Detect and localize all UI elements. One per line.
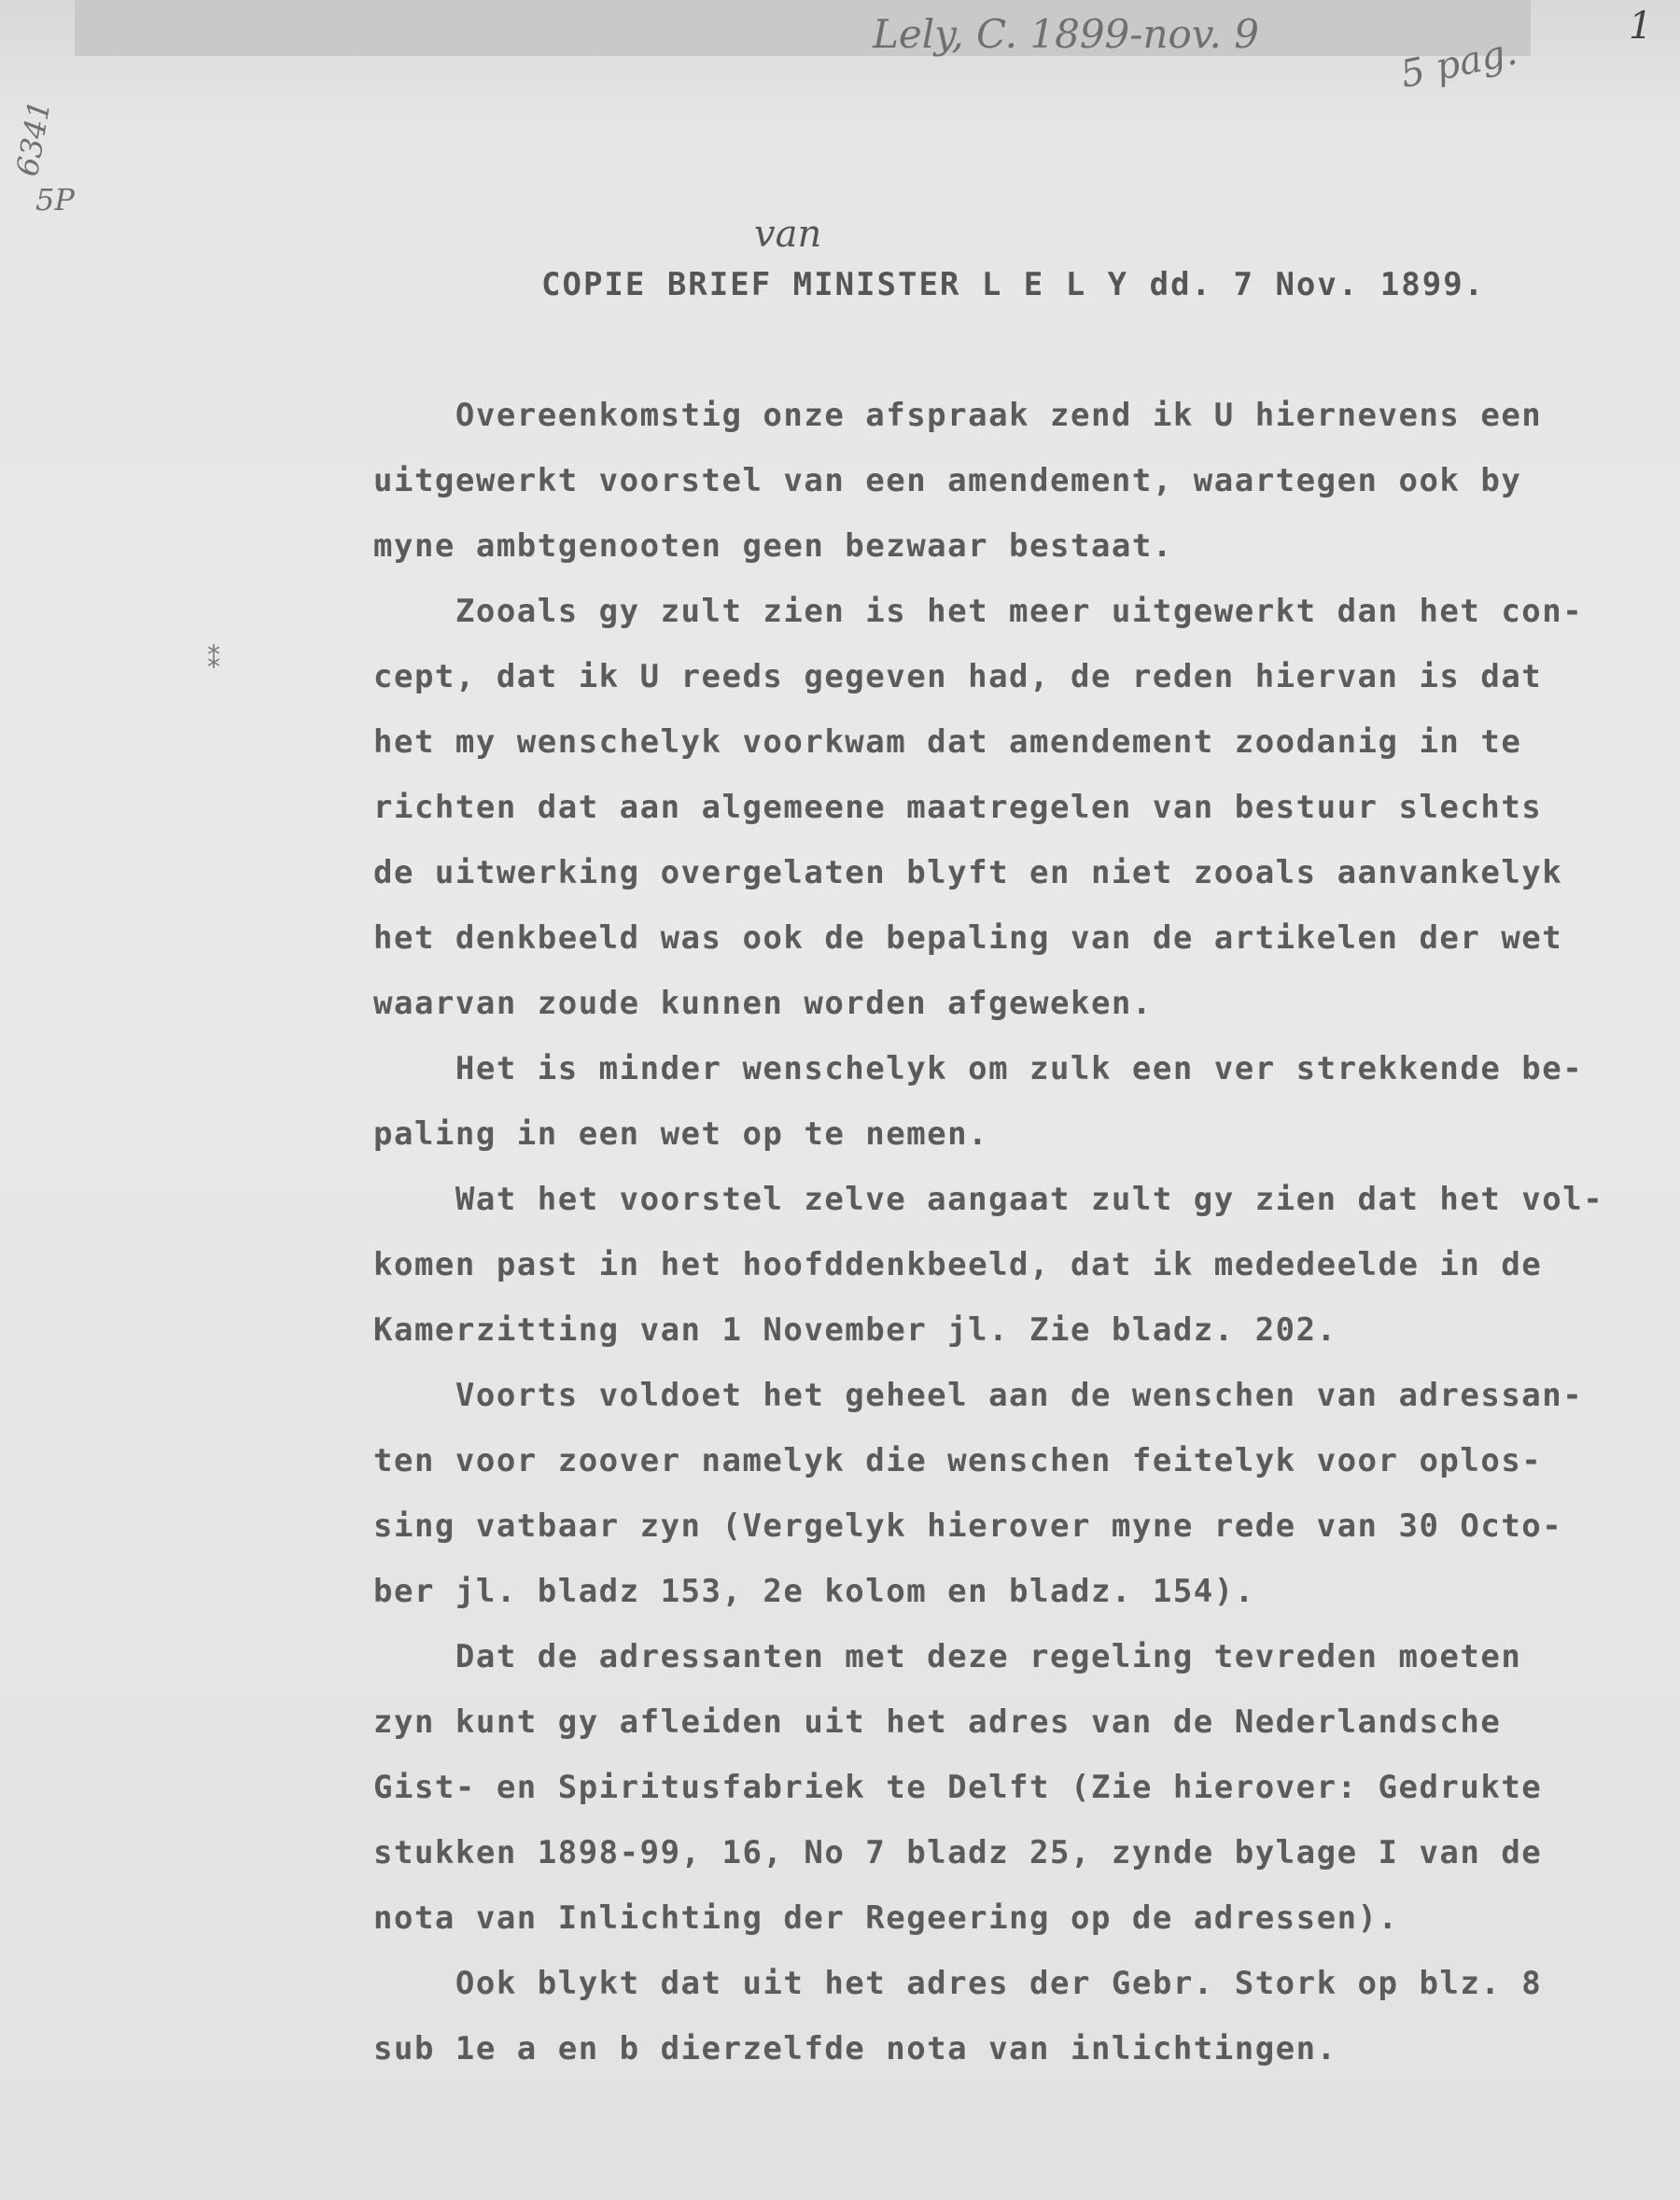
body-line: sub 1e a en b dierzelfde nota van inlichtingen.	[373, 2030, 1337, 2067]
body-line: uitgewerkt voorstel van een amendement, waartegen ook by	[373, 462, 1522, 499]
handwritten-page-count: 5 pag.	[1396, 30, 1521, 97]
body-line: komen past in het hoofddenkbeeld, dat ik mededeelde in de	[373, 1246, 1543, 1283]
margin-mark: ⁑	[207, 644, 220, 675]
body-line: Overeenkomstig onze afspraak zend ik U hiernevens een	[373, 397, 1543, 434]
handwritten-reference: Lely, C. 1899-nov. 9	[873, 11, 1259, 57]
page-number: 1	[1629, 5, 1653, 48]
body-line: cept, dat ik U reeds gegeven had, de reden hiervan is dat	[373, 658, 1543, 695]
scan-top-strip	[75, 0, 1531, 56]
body-line: Ook blykt dat uit het adres der Gebr. Stork op blz. 8	[373, 1965, 1543, 2002]
body-line: paling in een wet op te nemen.	[373, 1115, 989, 1153]
body-line: ber jl. bladz 153, 2e kolom en bladz. 154).	[373, 1573, 1255, 1610]
body-line: Het is minder wenschelyk om zulk een ver strekkende be-	[373, 1050, 1584, 1087]
body-line: ten voor zoover namelyk die wenschen feitelyk voor oplos-	[373, 1442, 1543, 1479]
body-line: zyn kunt gy afleiden uit het adres van de Nederlandsche	[373, 1703, 1502, 1741]
body-line: waarvan zoude kunnen worden afgeweken.	[373, 985, 1153, 1022]
margin-archive-code: 5P	[35, 182, 75, 217]
body-line: Gist- en Spiritusfabriek te Delft (Zie hierover: Gedrukte	[373, 1769, 1543, 1806]
body-line: Voorts voldoet het geheel aan de wenschen van adressan-	[373, 1377, 1584, 1414]
margin-archive-number: 6341	[9, 97, 58, 179]
body-line: richten dat aan algemeene maatregelen van bestuur slechts	[373, 789, 1543, 826]
body-line: Kamerzitting van 1 November jl. Zie bladz. 202.	[373, 1311, 1337, 1349]
body-line: de uitwerking overgelaten blyft en niet zooals aanvankelyk	[373, 854, 1563, 891]
body-line: het denkbeeld was ook de bepaling van de artikelen der wet	[373, 919, 1563, 957]
handwritten-insert: van	[754, 213, 822, 256]
body-line: myne ambtgenooten geen bezwaar bestaat.	[373, 527, 1173, 565]
body-line: Wat het voorstel zelve aangaat zult gy zien dat het vol-	[373, 1181, 1604, 1218]
body-line: nota van Inlichting der Regeering op de adressen).	[373, 1899, 1399, 1937]
letter-body	[373, 383, 1604, 2081]
body-line: het my wenschelyk voorkwam dat amendement zoodanig in te	[373, 723, 1522, 761]
letter-title: COPIE BRIEF MINISTER L E L Y dd. 7 Nov. 1899.	[541, 266, 1486, 303]
body-line: stukken 1898-99, 16, No 7 bladz 25, zynde bylage I van de	[373, 1834, 1543, 1871]
body-line: Dat de adressanten met deze regeling tevreden moeten	[373, 1638, 1522, 1675]
body-line: Zooals gy zult zien is het meer uitgewerkt dan het con-	[373, 593, 1584, 630]
body-line: sing vatbaar zyn (Vergelyk hierover myne rede van 30 Octo-	[373, 1507, 1563, 1545]
